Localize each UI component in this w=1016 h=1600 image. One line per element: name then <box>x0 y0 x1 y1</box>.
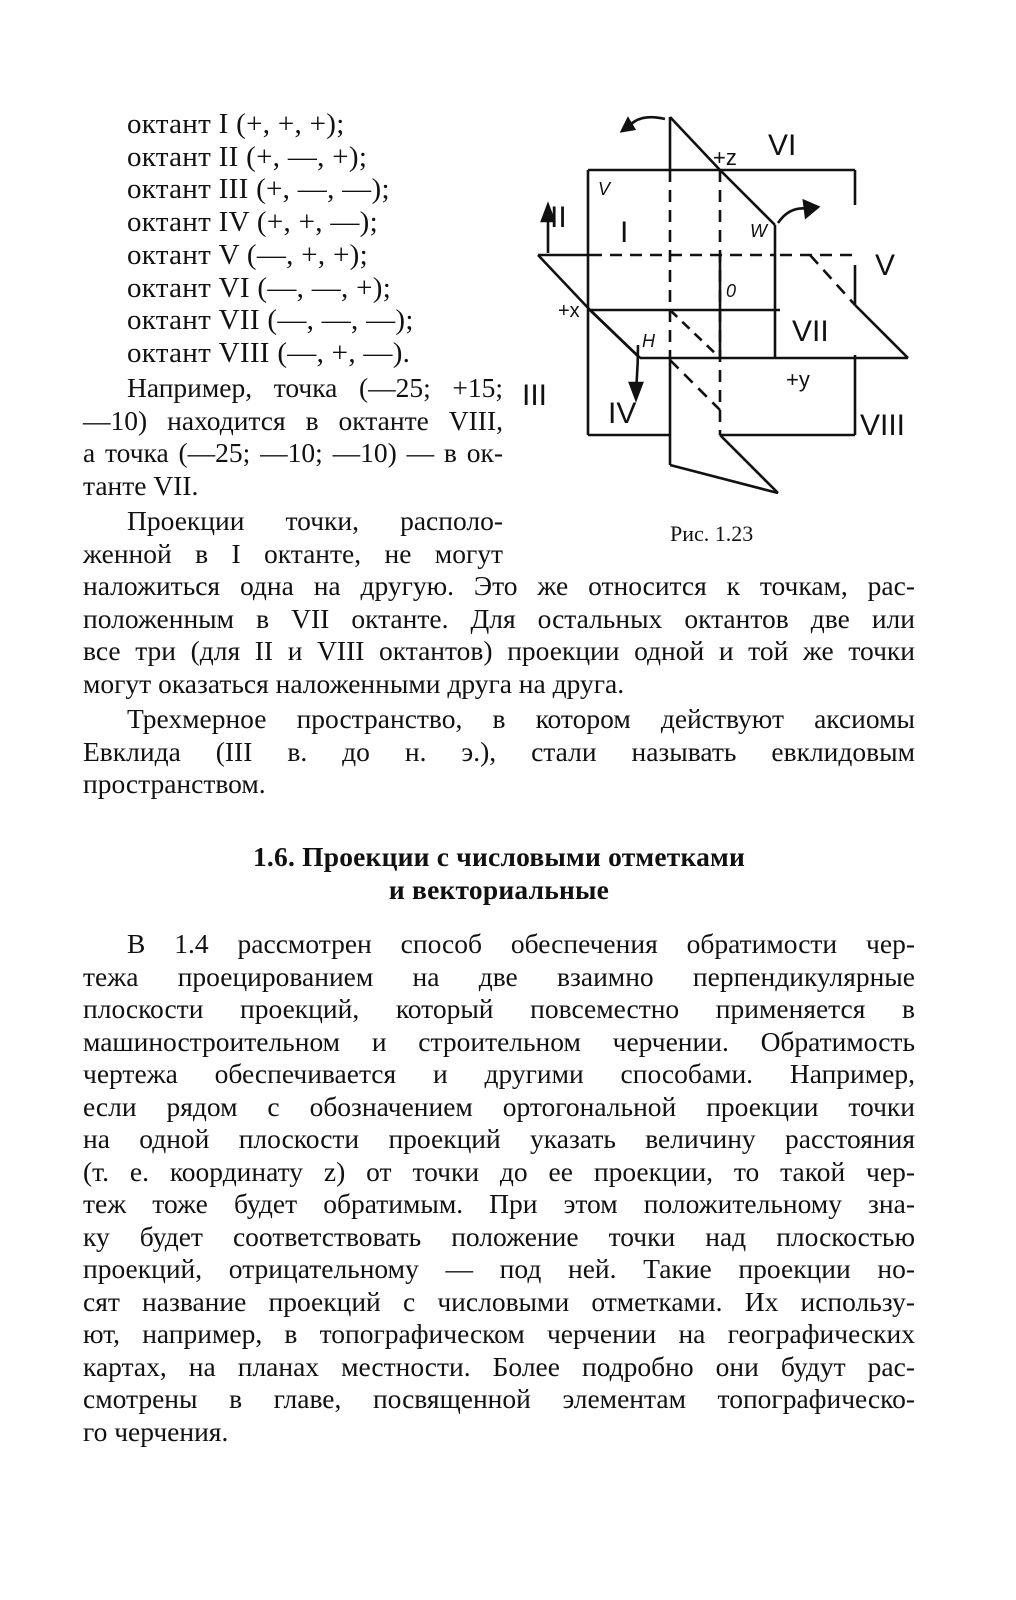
label-octant-i: I <box>620 216 629 249</box>
text-line: плоскости проекций, который повсеместно применяется в <box>83 993 915 1024</box>
text-line: ку будет соответствовать положение точки над плоскостью <box>83 1220 915 1252</box>
text-line: ют, например, в топографическом черчении на географических <box>83 1318 915 1349</box>
octant-line: октант IV (+, +, —); <box>127 206 378 239</box>
octants-figure <box>520 105 920 505</box>
text-line: а точка (—25; —10; —10) — в ок- <box>83 437 503 468</box>
text-line: Евклида (III в. до н. э.), стали называть евклидовым <box>83 735 915 767</box>
label-origin: 0 <box>726 281 737 301</box>
text-line: (т. е. координату z) от точки до ее проекции, то такой чер- <box>83 1155 915 1187</box>
text-line: картах, на планах местности. Более подробно они будут рас- <box>83 1350 915 1382</box>
text-line: на одной плоскости проекций указать величину расстояния <box>83 1123 915 1154</box>
text-line: тежа проецированием на две взаимно перпендикулярные <box>83 960 915 992</box>
projection-paragraph-full <box>83 570 915 700</box>
text-line: танте VII. <box>83 469 199 501</box>
figure-caption: Рис. 1.23 <box>670 521 754 546</box>
text-line: могут оказаться наложенными друга на друга. <box>83 667 625 699</box>
text-line: наложиться одна на другую. Это же относится к точкам, рас- <box>83 570 915 601</box>
label-plane-v: V <box>598 179 611 199</box>
section-heading-line: 1.6. Проекции с числовыми отметками <box>252 841 746 872</box>
octant-list <box>127 108 414 370</box>
example-paragraph <box>83 372 503 502</box>
text-line: проекций, отрицательному — под ней. Такие проекции но- <box>83 1253 915 1284</box>
text-line: положенным в VII октанте. Для остальных октантов две или <box>83 602 915 634</box>
figure-labels <box>522 129 905 442</box>
octant-line: октант III (+, —, —); <box>127 173 390 206</box>
octant-line: октант V (—, +, +); <box>127 238 368 271</box>
text-line: теж тоже будет обратимым. При этом положительному зна- <box>83 1188 915 1219</box>
label-plane-h: H <box>642 331 655 351</box>
label-octant-iv: IV <box>608 397 637 430</box>
projection-paragraph-left <box>83 505 503 570</box>
text-line: женной в I октанте, не могут <box>83 537 503 569</box>
text-line: пространством. <box>83 768 266 799</box>
text-line: —10) находится в октанте VIII, <box>83 404 503 436</box>
text-line: Трехмерное пространство, в котором действуют аксиомы <box>127 703 915 734</box>
section-body <box>83 928 915 1448</box>
text-line: машиностроительном и строительном черчении. Обратимость <box>83 1025 915 1057</box>
octant-line: октант II (+, —, +); <box>127 140 368 173</box>
label-octant-v: V <box>875 249 896 282</box>
section-heading-line: и векториальные <box>388 874 610 905</box>
text-line: В 1.4 рассмотрен способ обеспечения обратимости чер- <box>127 928 915 959</box>
label-octant-ii: II <box>550 201 567 234</box>
axes <box>588 255 780 358</box>
plane-w-outline <box>670 117 778 493</box>
label-plus-z: +z <box>713 145 737 170</box>
text-line: го черчения. <box>83 1415 229 1447</box>
text-line: если рядом с обозначением ортогональной проекции точки <box>83 1090 915 1122</box>
octant-line: октант VII (—, —, —); <box>127 304 414 337</box>
label-plus-x: +x <box>558 300 580 322</box>
label-octant-vi: VI <box>768 129 797 162</box>
label-octant-viii: VIII <box>860 409 906 442</box>
octant-line: октант I (+, +, +); <box>127 108 345 140</box>
label-octant-vii: VII <box>792 315 829 348</box>
text-line: чертежа обеспечивается и другими способами. Например, <box>83 1058 915 1089</box>
label-plus-y: +y <box>786 367 810 392</box>
text-line: сят название проекций с числовыми отметками. Их использу- <box>83 1285 915 1317</box>
label-plane-w: W <box>750 221 767 241</box>
euclid-paragraph <box>83 703 915 801</box>
text-line: Проекции точки, располо- <box>127 505 503 536</box>
section-heading <box>83 840 915 906</box>
label-octant-iii: III <box>522 379 548 412</box>
plane-h-outline <box>538 255 908 358</box>
text-line: смотрены в главе, посвященной элементам топографическо- <box>83 1383 915 1414</box>
text-line: Например, точка (—25; +15; <box>127 372 503 403</box>
octant-line: октант VI (—, —, +); <box>127 271 392 304</box>
octant-line: октант VIII (—, +, —). <box>127 336 411 369</box>
text-line: все три (для II и VIII октантов) проекции одной и той же точки <box>83 635 915 666</box>
